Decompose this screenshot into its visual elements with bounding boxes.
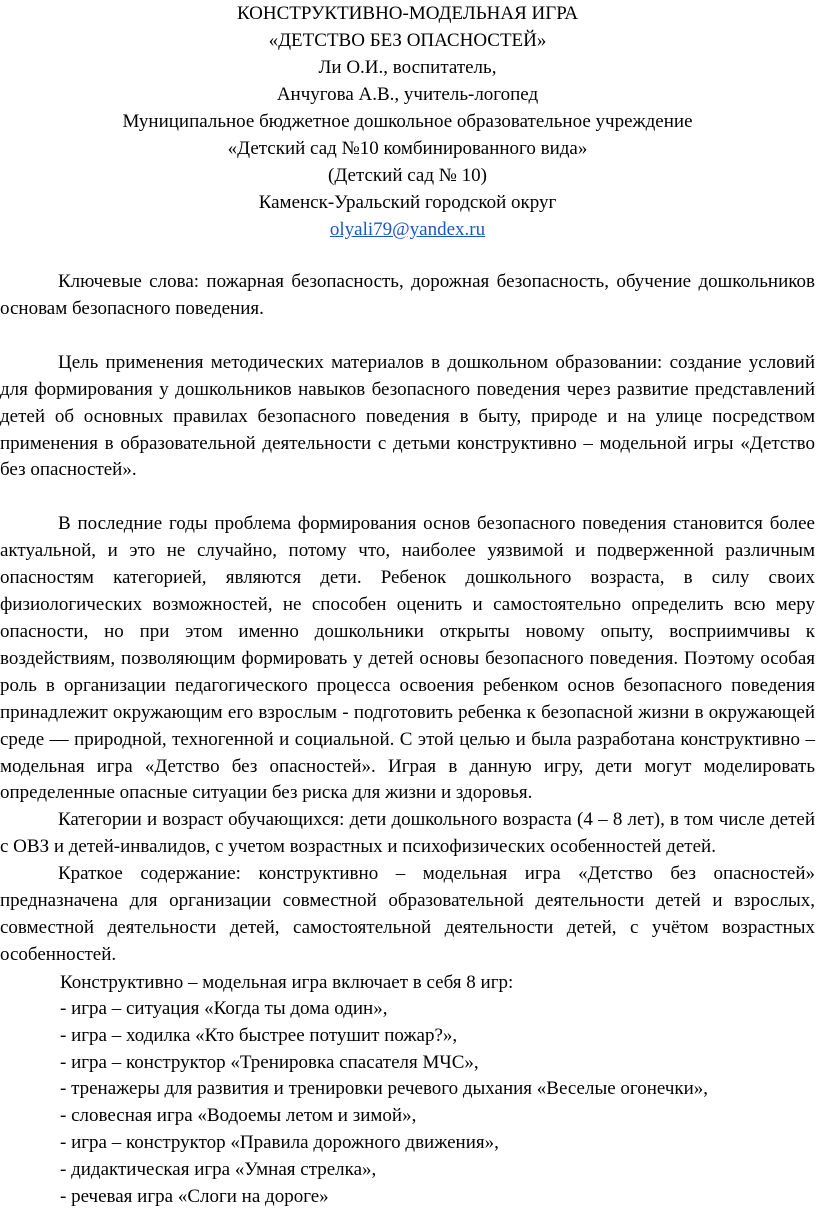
list-item: - речевая игра «Слоги на дороге»: [60, 1186, 329, 1208]
organization-line-1: Муниципальное бюджетное дошкольное образовательное учреждение: [122, 111, 693, 132]
keywords-paragraph: Ключевые слова: пожарная безопасность, дорожная безопасность, обучение дошкольников основам безопасного поведения.: [0, 271, 815, 319]
intro-paragraph: В последние годы проблема формирования основ безопасного поведения становится более актуальной, и это не случайно, потому что, наиболее уязвимой и подверженной различным опасностям категорией, являются дети. Ребенок дошкольного возраста, в силу своих физиологических возможностей, не способен оценить и самостоятельно определить всю меру опасности, но при этом именно дошкольники открыты новому опыту, восприимчивы к воздействиям, позволяющим формировать у детей основы безопасного поведения. Поэтому особая роль в организации педагогического процесса освоения ребенком основ безопасного поведения принадлежит окружающим его взрослым - подготовить ребенка к безопасной жизни в окружающей среде — природной, техногенной и социальной. С этой целью и была разработана конструктивно – модельная игра «Детство без опасностей». Играя в данную игру, дети могут моделировать определенные опасные ситуации без риска для жизни и здоровья.: [0, 513, 815, 804]
list-item: - игра – ситуация «Когда ты дома один»,: [60, 997, 388, 1019]
region-line: Каменск-Уральский городской округ: [258, 192, 557, 213]
email-link[interactable]: olyali79@yandex.ru: [329, 219, 486, 240]
document-title: КОНСТРУКТИВНО-МОДЕЛЬНАЯ ИГРА: [236, 3, 579, 24]
summary-paragraph: Краткое содержание: конструктивно – модельная игра «Детство без опасностей» предназначена для организации совместной образовательной деятельности детей и взрослых, совместной деятельности детей, самостоятельной деятельности детей, с учётом возрастных особенностей.: [0, 863, 815, 965]
author-line-2: Анчугова А.В., учитель-логопед: [276, 84, 539, 105]
games-list-intro: Конструктивно – модельная игра включает в себя 8 игр:: [60, 971, 514, 993]
list-item: - словесная игра «Водоемы летом и зимой»,: [60, 1105, 417, 1127]
document-subtitle: «ДЕТСТВО БЕЗ ОПАСНОСТЕЙ»: [268, 30, 547, 51]
author-line-1: Ли О.И., воспитатель,: [318, 57, 497, 78]
list-item: - тренажеры для развития и тренировки речевого дыхания «Веселые огонечки»,: [60, 1078, 709, 1100]
list-item: - дидактическая игра «Умная стрелка»,: [60, 1159, 377, 1181]
goal-paragraph: Цель применения методических материалов в дошкольном образовании: создание условий для формирования у дошкольников навыков безопасного поведения через развитие представлений детей об основных правилах безопасного поведения в быту, природе и на улице посредством применения в образовательной деятельности с детьми конструктивно – модельной игры «Детство без опасностей».: [0, 351, 815, 481]
categories-paragraph: Категории и возраст обучающихся: дети дошкольного возраста (4 – 8 лет), в том числе детей с ОВЗ и детей-инвалидов, с учетом возрастных и психофизических особенностей детей.: [0, 809, 815, 858]
organization-line-2: «Детский сад №10 комбинированного вида»: [227, 138, 588, 159]
document-header: [0, 0, 815, 243]
games-list: [0, 969, 815, 1211]
list-item: - игра – ходилка «Кто быстрее потушит пожар?»,: [60, 1024, 458, 1046]
list-item: - игра – конструктор «Тренировка спасателя МЧС»,: [60, 1051, 479, 1073]
organization-line-3: (Детский сад № 10): [328, 165, 487, 186]
list-item: - игра – конструктор «Правила дорожного движения»,: [60, 1132, 499, 1154]
